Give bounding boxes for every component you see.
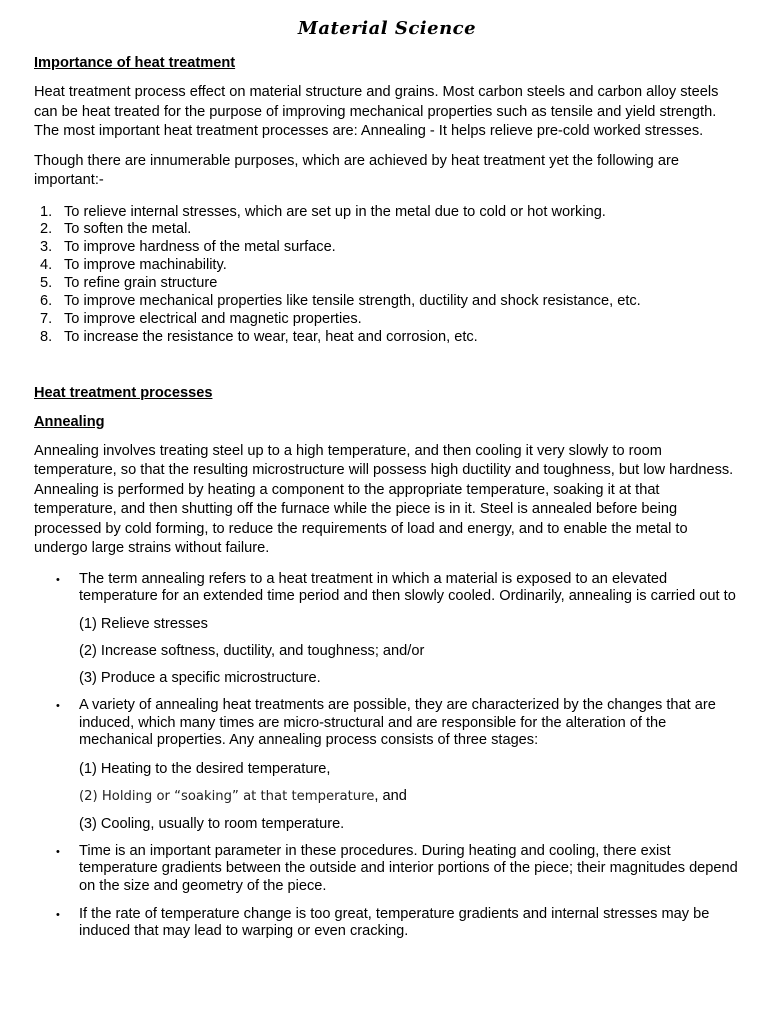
purposes-list [34,204,740,347]
bullet-icon: • [56,699,60,712]
sub-item: (2) Increase softness, ductility, and toughness; and/or [79,642,425,659]
list-item [34,329,740,347]
list-item [34,275,740,293]
list-item-text: To improve mechanical properties like tensile strength, ductility and shock resistance, etc. [64,293,641,310]
annealing-bullets [34,571,740,941]
bullet-icon: • [56,845,60,858]
sub-item [79,787,740,806]
paragraph-annealing: Annealing involves treating steel up to a high temperature, and then cooling it very slowly to room temperature, so that the resulting microstructure will possess high ductility and toughness, but low hardness. Annealing is performed by heating a component to the appropriate temperature, soaking it at that temperature, and then shutting off the furnace while the piece is in it. Steel is annealed before being processed by cold forming, to reduce the requirements of load and energy, and to enable the metal to undergo large strains without failure. [34,442,734,557]
list-item-text: To improve hardness of the metal surface. [64,239,336,256]
list-number: 3. [40,239,53,256]
list-item-text: To relieve internal stresses, which are set up in the metal due to cold or hot working. [64,203,606,220]
list-item-text: To improve machinability. [64,257,227,274]
list-item-text: To increase the resistance to wear, tear, heat and corrosion, etc. [64,328,478,345]
section-heading-importance: Importance of heat treatment [34,55,236,71]
sub-item: (1) Heating to the desired temperature, [79,760,331,777]
sub-item-main: (2) Holding or “soaking” at that temperature [79,788,375,804]
list-item [34,311,740,329]
list-number: 6. [40,293,53,310]
bullet-item [34,571,740,697]
list-item [34,204,740,222]
sub-item: (3) Produce a specific microstructure. [79,669,321,686]
bullet-text: The term annealing refers to a heat treatment in which a material is exposed to an elevated temperature for an extended time period and then slowly cooled. Ordinarily, annealing is carried out to [79,570,736,605]
bullet-icon: • [56,573,60,586]
bullet-text: Time is an important parameter in these procedures. During heating and cooling, there exist temperature gradients between the outside and interior portions of the piece; their magnitudes depend on the size and geometry of the piece. [79,842,738,894]
list-number: 8. [40,328,53,345]
paragraph-intro: Heat treatment process effect on material structure and grains. Most carbon steels and carbon alloy steels can be heat treated for the purpose of improving mechanical properties such as tensile and yield strength. The most important heat treatment processes are: Annealing - It helps relieve pre-cold worked stresses. [34,84,719,139]
list-item [34,239,740,257]
list-number: 1. [40,203,53,220]
sub-item: (3) Cooling, usually to room temperature. [79,815,345,832]
list-number: 5. [40,275,53,292]
section-heading-processes: Heat treatment processes [34,384,213,401]
bullet-item [34,697,740,843]
list-number: 4. [40,257,53,274]
bullet-text: If the rate of temperature change is too great, temperature gradients and internal stresses may be induced that may lead to warping or even cracking. [79,905,710,940]
bullet-icon: • [56,908,60,921]
subheading-annealing: Annealing [34,413,105,430]
bullet-item [34,843,740,906]
list-number: 7. [40,310,53,327]
list-item-text: To soften the metal. [64,221,192,238]
list-item-text: To refine grain structure [64,275,218,292]
list-item [34,257,740,275]
list-item [34,293,740,311]
list-item [34,221,740,239]
document-page [34,16,740,941]
list-number: 2. [40,221,53,238]
sub-item-tail: , and [374,787,407,804]
bullet-item [34,906,740,941]
paragraph-purposes: Though there are innumerable purposes, which are achieved by heat treatment yet the following are important:- [34,152,679,188]
document-title: Material Science [297,18,477,39]
bullet-text: A variety of annealing heat treatments are possible, they are characterized by the changes that are induced, which many times are micro-structural and are responsible for the alteration of the mechanical properties. Any annealing process consists of three stages: [79,696,716,749]
sub-item: (1) Relieve stresses [79,615,208,632]
list-item-text: To improve electrical and magnetic properties. [64,310,362,327]
